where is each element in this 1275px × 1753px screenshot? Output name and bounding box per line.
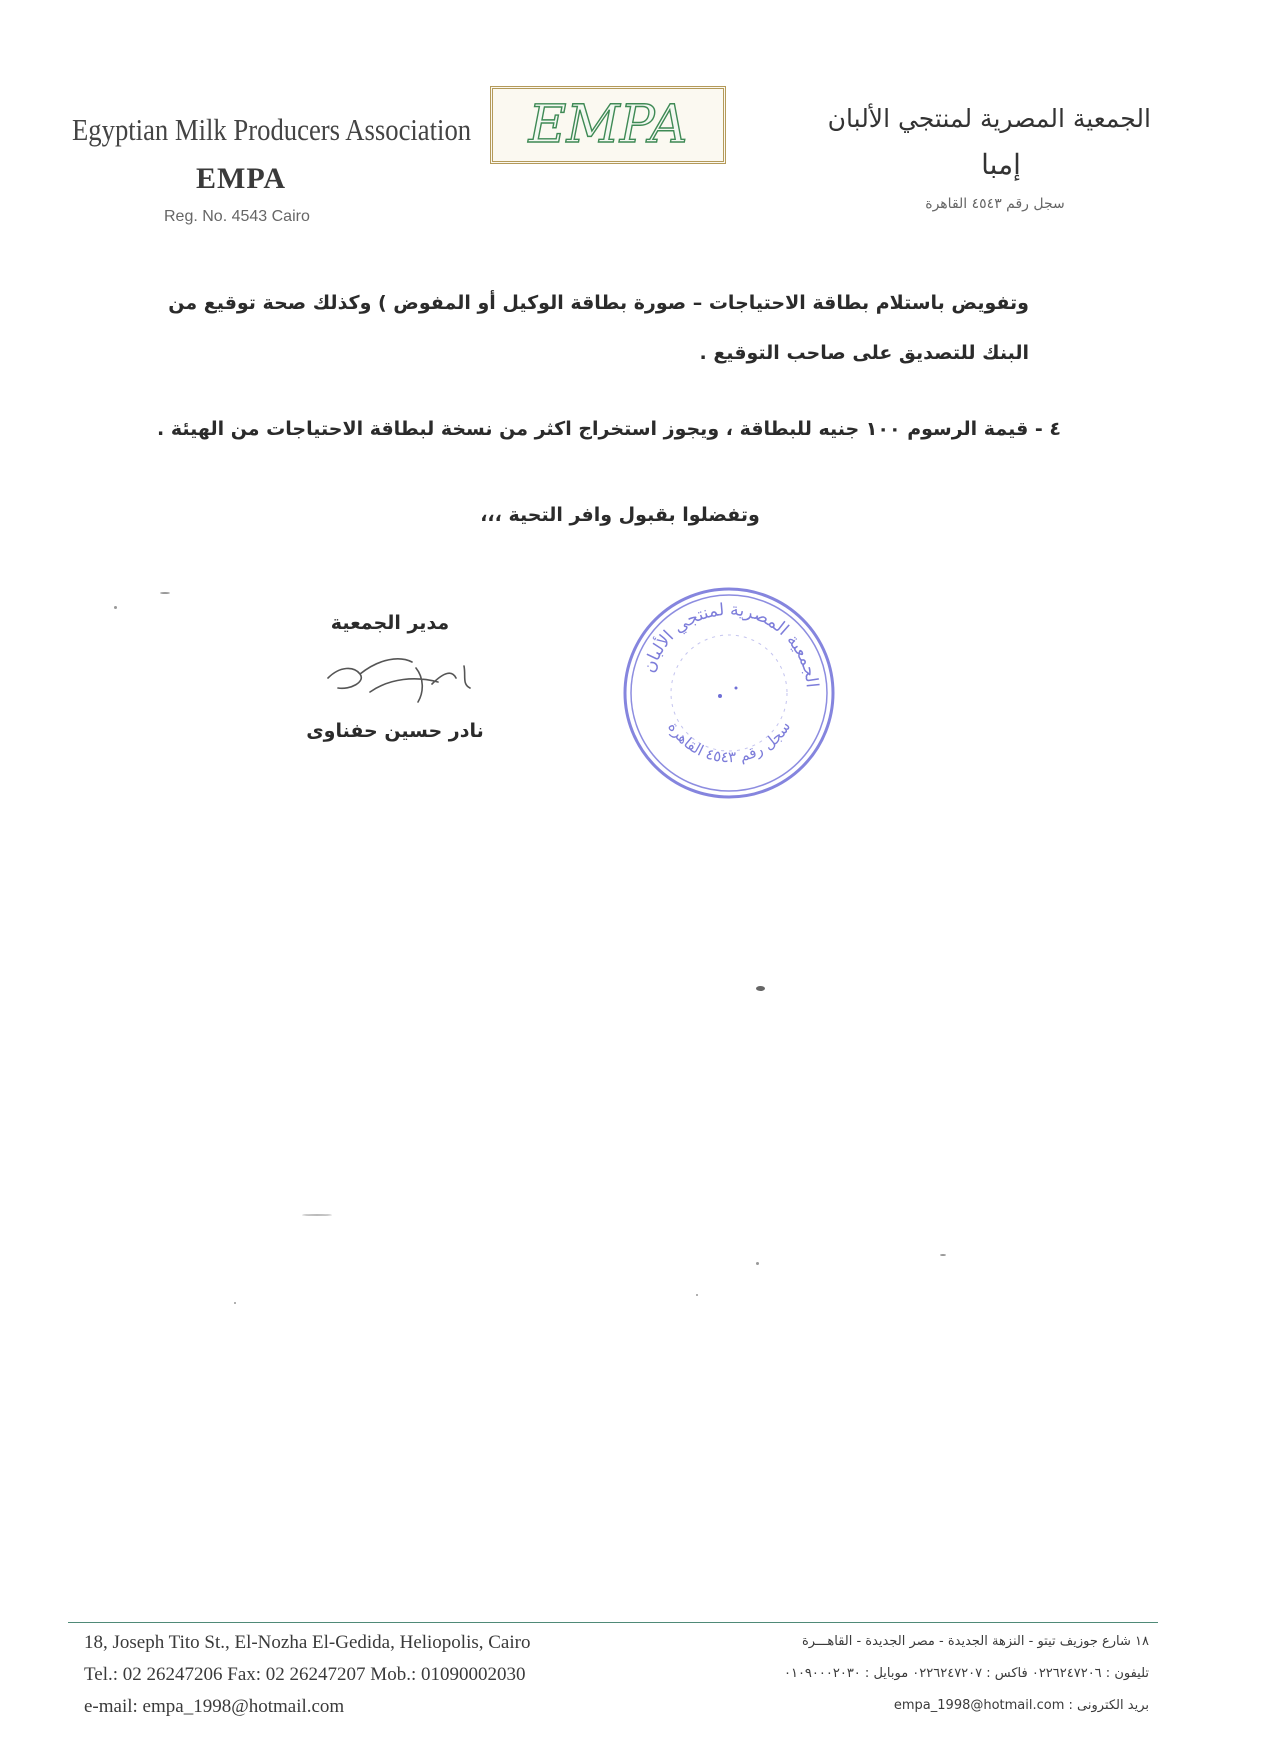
footer-divider [68,1622,1158,1623]
paragraph-1-line-2: البنك للتصديق على صاحب التوقيع . [699,342,1029,364]
footer-address-ar: ١٨ شارع جوزيف تيتو - النزهة الجديدة - مصر الجديدة - القاهـــرة [801,1634,1149,1649]
paragraph-1-line-1: وتفويض باستلام بطاقة الاحتياجات – صورة بطاقة الوكيل أو المفوض ) وكذلك صحة توقيع من [168,292,1029,314]
stamp-reg-text: سجل رقم ٤٥٤٣ القاهرة [664,717,795,767]
footer-email-ar: بريد الكترونى : empa_1998@hotmail.com [893,1698,1149,1713]
stamp-ring-text: الجمعية المصرية لمنتجي الألبان [639,599,822,689]
reg-number-ar: سجل رقم ٤٥٤٣ القاهرة [925,196,1065,212]
org-name-en: Egyptian Milk Producers Association [72,112,472,147]
logo-wordmark: EMPA [528,95,688,155]
footer-address-en: 18, Joseph Tito St., El-Nozha El-Gedida, Heliopolis, Cairo [84,1632,531,1653]
org-name-ar: الجمعية المصرية لمنتجي الألبان [827,104,1151,133]
reg-number-en: Reg. No. 4543 Cairo [164,208,310,225]
org-abbr-en: EMPA [196,162,287,195]
paragraph-2: ٤ - قيمة الرسوم ١٠٠ جنيه للبطاقة ، ويجوز استخراج اكثر من نسخة لبطاقة الاحتياجات من الهيئة . [157,418,1061,440]
org-abbr-ar: إمبا [981,148,1021,181]
footer-phones-ar: تليفون : ٠٢٢٦٢٤٧٢٠٦ فاكس : ٠٢٢٦٢٤٧٢٠٧ موبايل : ٠١٠٩٠٠٠٢٠٣٠ [783,1666,1149,1681]
closing-line: وتفضلوا بقبول وافر التحية ،،، [480,504,760,526]
signatory-name: نادر حسين حفناوى [306,720,484,742]
footer-phones-en: Tel.: 02 26247206 Fax: 02 26247207 Mob.: 01090002030 [84,1664,526,1685]
signatory-title: مدير الجمعية [330,612,450,634]
footer-email-en: e-mail: empa_1998@hotmail.com [84,1696,345,1717]
